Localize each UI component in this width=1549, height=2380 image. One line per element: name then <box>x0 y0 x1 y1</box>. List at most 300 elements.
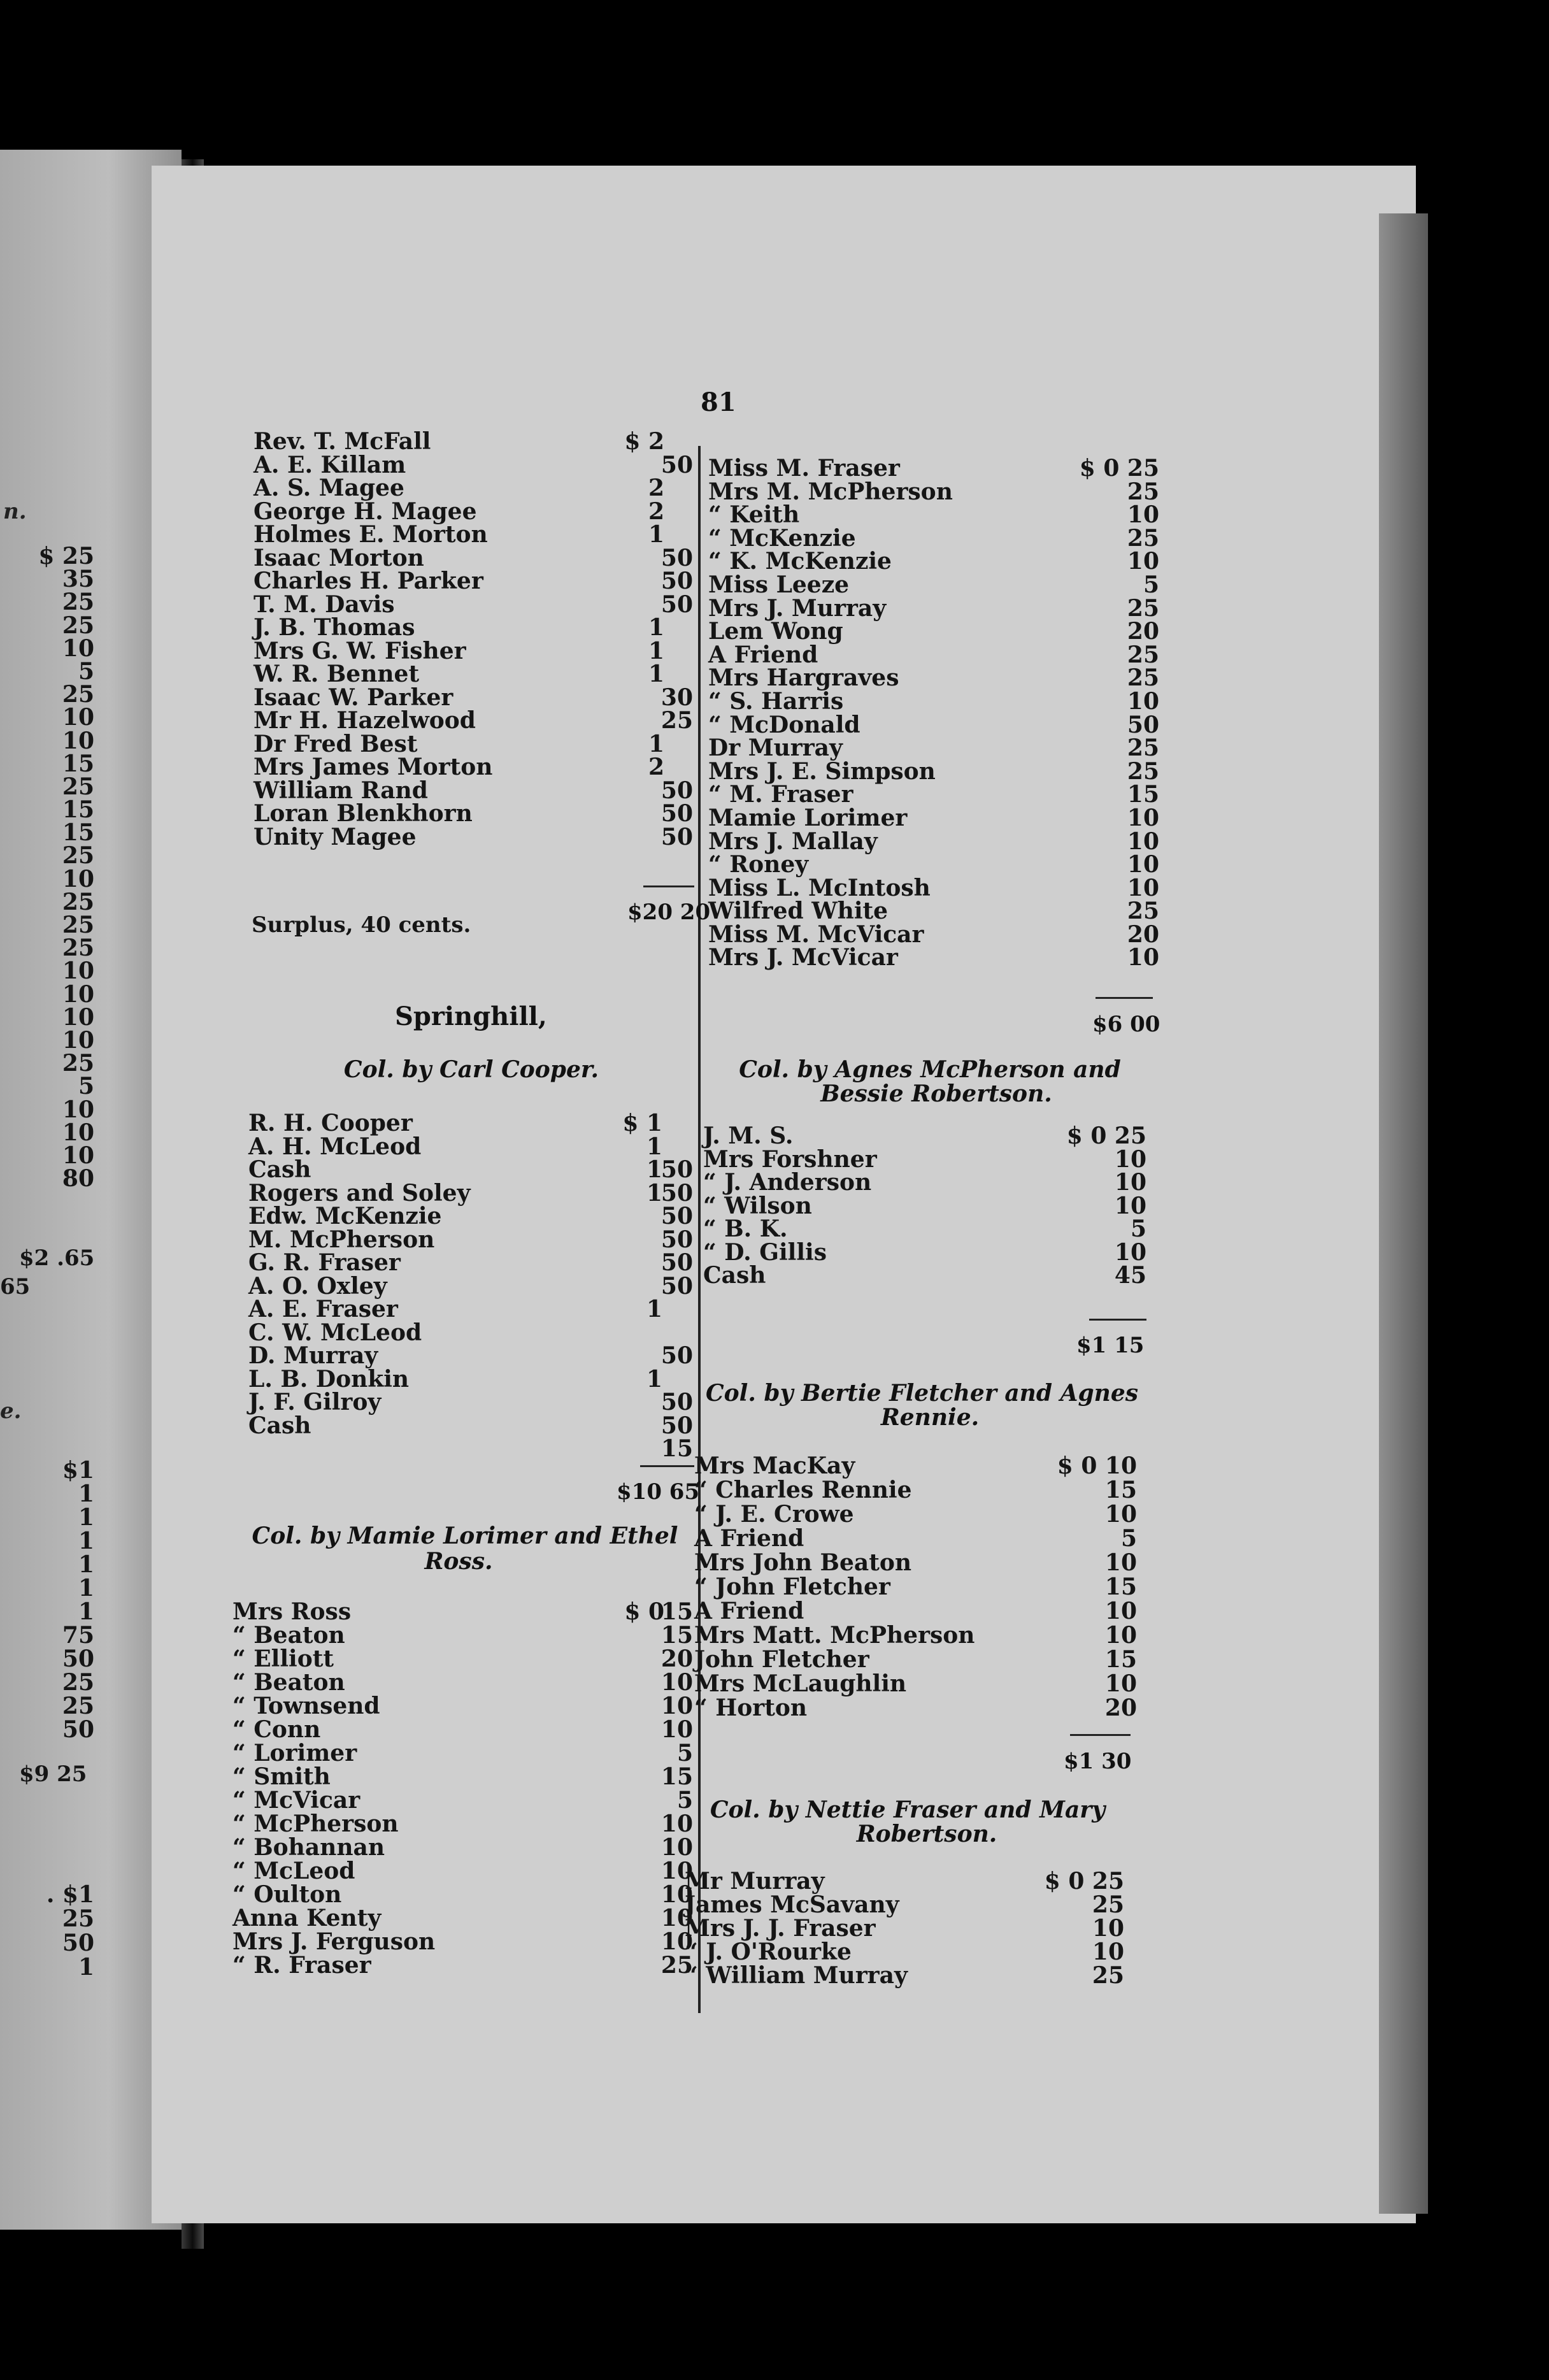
donor-name: “ McVicar <box>232 1787 360 1814</box>
donor-amount: 10 <box>1127 501 1159 529</box>
left-amount: 25 <box>62 612 94 639</box>
donor-cents: 50 <box>660 1226 693 1253</box>
donor-amount: 10 <box>1104 1670 1137 1697</box>
donor-name: Holmes E. Morton <box>253 521 488 548</box>
donor-name: Mrs John Beaton <box>694 1549 912 1576</box>
donor-name: “ Townsend <box>232 1693 380 1719</box>
donor-row <box>708 830 1159 854</box>
donor-name: Anna Kenty <box>232 1905 382 1932</box>
left-amount: 1 <box>78 1575 94 1602</box>
rule-bertie <box>1070 1734 1131 1736</box>
donor-name: Dr Fred Best <box>253 730 418 757</box>
donor-cents: 10 <box>660 1693 693 1719</box>
donor-row <box>703 1264 1146 1287</box>
donor-name: “ Lorimer <box>232 1740 357 1767</box>
left-amount: . $1 <box>46 1881 94 1908</box>
mamie-collector-line2: Ross. <box>424 1548 493 1575</box>
donor-row <box>232 1718 693 1742</box>
rule-col1 <box>643 885 694 887</box>
donor-row <box>708 480 1159 504</box>
donor-row <box>232 1742 693 1765</box>
donor-name: “ Conn <box>232 1716 321 1743</box>
donor-name: A. H. McLeod <box>248 1133 422 1160</box>
donor-name: Mrs McLaughlin <box>694 1670 907 1697</box>
donor-dollars: 1 <box>648 730 664 757</box>
donor-cents: 25 <box>660 1952 693 1979</box>
bertie-collector-line2: Rennie. <box>880 1404 980 1431</box>
donor-amount: $ 0 25 <box>1066 1122 1146 1149</box>
donor-row <box>708 806 1159 830</box>
donor-row <box>694 1551 1137 1575</box>
donor-row <box>253 430 693 454</box>
donor-row <box>708 620 1159 643</box>
left-amount-row <box>0 1907 96 1931</box>
donor-name: Rev. T. McFall <box>253 428 431 455</box>
donor-name: D. Murray <box>248 1342 378 1369</box>
donor-row <box>248 1251 693 1275</box>
donor-cents: 50 <box>660 1412 693 1439</box>
left-amount-row <box>0 706 96 729</box>
donor-amount: 5 <box>1143 571 1159 598</box>
donor-list-col1 <box>253 430 693 849</box>
donor-row <box>232 1600 693 1624</box>
donor-row <box>253 823 693 850</box>
left-amount: 75 <box>62 1622 94 1649</box>
donor-row <box>232 1883 693 1907</box>
left-amount: 10 <box>62 865 94 892</box>
left-amount-row <box>0 1530 96 1553</box>
left-total-a: $2 .65 <box>19 1245 95 1271</box>
left-amount: 1 <box>78 1598 94 1625</box>
left-amount: 10 <box>62 727 94 754</box>
donor-row <box>685 1964 1124 1988</box>
nettie-list <box>685 1870 1124 1988</box>
left-amount-row <box>0 1482 96 1506</box>
left-amount: 1 <box>78 1551 94 1578</box>
donor-name: “ Smith <box>232 1763 331 1790</box>
donor-cents: 50 <box>660 591 693 618</box>
left-amount: 80 <box>62 1165 94 1193</box>
donor-dollars: 1 <box>648 637 664 664</box>
donor-name: Mrs J. Ferguson <box>232 1928 436 1955</box>
left-amount: 1 <box>78 1504 94 1531</box>
rule-springhill <box>640 1465 694 1467</box>
donor-cents: 15 <box>660 1435 693 1462</box>
donor-name: Edw. McKenzie <box>248 1203 442 1229</box>
left-amount-row <box>0 752 96 775</box>
donor-cents: 10 <box>660 1858 693 1884</box>
left-amount-row <box>0 796 96 824</box>
left-amount-row <box>0 1647 96 1671</box>
donor-name: Mr H. Hazelwood <box>253 707 476 734</box>
donor-row <box>703 1124 1146 1148</box>
left-amount: 15 <box>62 796 94 824</box>
donor-name: Mrs M. McPherson <box>708 478 953 505</box>
left-amount-row <box>0 775 96 798</box>
donor-cents: 50 <box>660 544 693 571</box>
donor-cents: 10 <box>660 1881 693 1908</box>
donor-name: George H. Magee <box>253 498 477 525</box>
donor-name: Mrs J. J. Fraser <box>685 1915 876 1942</box>
donor-cents: 50 <box>660 451 693 478</box>
left-amount-row <box>0 1600 96 1624</box>
left-amount-row <box>0 634 96 662</box>
donor-dollars: 1 <box>646 1179 662 1207</box>
left-amount-row <box>0 1671 96 1695</box>
donor-cents: 15 <box>660 1598 693 1625</box>
donor-name: “ Keith <box>708 501 800 529</box>
donor-row <box>253 779 693 803</box>
left-amount-row <box>0 1931 96 1955</box>
donor-amount: 15 <box>1127 781 1159 808</box>
donor-amount: 10 <box>1104 1549 1137 1576</box>
page-number: 81 <box>701 387 736 417</box>
left-amount: 10 <box>62 704 94 731</box>
donor-name: Miss M. McVicar <box>708 921 924 948</box>
donor-cents: 10 <box>660 1928 693 1955</box>
donor-row <box>232 1695 693 1718</box>
donor-amount: 25 <box>1127 641 1159 668</box>
donor-row <box>248 1344 693 1368</box>
donor-cents: 10 <box>660 1669 693 1696</box>
donor-name: A Friend <box>708 641 818 668</box>
donor-cents: 10 <box>660 1834 693 1861</box>
donor-name: Dr Murray <box>708 735 843 762</box>
donor-amount: 10 <box>1127 828 1159 855</box>
bertie-collector-line1: Col. by Bertie Fletcher and Agnes <box>706 1380 1138 1407</box>
donor-row <box>248 1391 693 1414</box>
donor-name: Mrs G. W. Fisher <box>253 637 466 664</box>
donor-row <box>708 687 1159 715</box>
col1-total: $20 20 <box>627 900 711 925</box>
donor-amount: 15 <box>1104 1477 1137 1503</box>
donor-cents: 50 <box>660 800 693 827</box>
left-amount-row <box>0 957 96 985</box>
left-amount-row <box>0 1577 96 1600</box>
donor-cents: 15 <box>660 1763 693 1790</box>
donor-row <box>232 1671 693 1695</box>
donor-cents: 30 <box>660 684 693 711</box>
donor-name: Miss L. McIntosh <box>708 874 931 901</box>
left-amount-row <box>0 1003 96 1031</box>
left-amounts-c <box>0 1882 96 1979</box>
left-amount-row <box>0 935 96 962</box>
donor-amount: 10 <box>1104 1501 1137 1528</box>
donor-name: Lem Wong <box>708 618 843 645</box>
donor-name: Mrs Ross <box>232 1598 352 1625</box>
donor-name: A. E. Fraser <box>248 1296 398 1323</box>
left-amounts-b <box>0 1459 96 1742</box>
donor-row <box>232 1789 693 1812</box>
donor-name: “ Roney <box>708 851 809 878</box>
donor-name: Loran Blenkhorn <box>253 800 473 827</box>
donor-amount: 10 <box>1127 874 1159 901</box>
donor-row <box>694 1454 1137 1478</box>
donor-row <box>708 643 1159 667</box>
donor-amount: 25 <box>1127 757 1159 785</box>
left-amounts-a <box>0 543 96 1193</box>
donor-cents: 5 <box>676 1787 693 1814</box>
donor-name: A. S. Magee <box>253 475 404 501</box>
donor-dollars: $ 2 <box>624 428 664 455</box>
left-amount: 10 <box>62 1096 94 1123</box>
donor-name: “ J. O'Rourke <box>685 1939 852 1965</box>
donor-amount: 10 <box>1114 1192 1146 1219</box>
donor-name: “ William Murray <box>685 1962 908 1989</box>
donor-row <box>232 1836 693 1860</box>
left-amount: $1 <box>62 1457 94 1484</box>
donor-name: J. B. Thomas <box>253 614 415 641</box>
donor-name: Mrs Hargraves <box>708 664 899 692</box>
left-amount-row <box>0 1026 96 1054</box>
donor-row <box>253 570 693 593</box>
column-divider <box>698 446 701 2013</box>
donor-name: Miss M. Fraser <box>708 455 900 482</box>
donor-row <box>708 900 1159 923</box>
donor-amount: 25 <box>1127 524 1159 552</box>
donor-amount: 25 <box>1092 1891 1124 1918</box>
left-amount: 5 <box>78 1073 94 1100</box>
donor-name: “ J. E. Crowe <box>694 1501 854 1528</box>
left-amount: 10 <box>62 1119 94 1146</box>
left-heading-tail-2: e. <box>0 1398 22 1424</box>
left-amount-row <box>0 914 96 936</box>
donor-cents: 50 <box>660 1389 693 1416</box>
rule-col2 <box>1096 997 1153 999</box>
donor-name: C. W. McLeod <box>248 1319 422 1346</box>
donor-amount: 5 <box>1120 1525 1137 1552</box>
donor-cents: 10 <box>660 1716 693 1743</box>
donor-row <box>694 1623 1137 1647</box>
left-amount-row <box>0 589 96 616</box>
donor-row <box>232 1930 693 1954</box>
donor-name: J. M. S. <box>703 1122 794 1149</box>
donor-amount: 25 <box>1127 594 1159 622</box>
donor-cents: 50 <box>660 1179 693 1207</box>
donor-row <box>708 550 1159 573</box>
donor-name: “ Oulton <box>232 1881 342 1908</box>
left-amount-row <box>0 1553 96 1577</box>
donor-name: Mrs Forshner <box>703 1145 877 1173</box>
donor-name: Cash <box>703 1262 766 1289</box>
donor-row <box>253 451 693 478</box>
left-amount-row <box>0 1459 96 1482</box>
donor-name: W. R. Bennet <box>253 661 420 687</box>
donor-name: Isaac Morton <box>253 544 424 571</box>
donor-amount: 10 <box>1114 1145 1146 1173</box>
donor-row <box>708 573 1159 597</box>
donor-amount: 5 <box>1130 1215 1146 1242</box>
donor-row <box>708 503 1159 527</box>
donor-row <box>232 1954 693 1977</box>
donor-name: “ Beaton <box>232 1669 345 1696</box>
donor-name: J. F. Gilroy <box>248 1389 382 1416</box>
donor-amount: 10 <box>1127 851 1159 878</box>
donor-name: Unity Magee <box>253 823 417 850</box>
donor-name: “ McKenzie <box>708 524 856 552</box>
donor-row <box>703 1171 1146 1194</box>
donor-name: A. E. Killam <box>253 451 406 478</box>
donor-dollars: 1 <box>646 1156 662 1183</box>
left-amount-row <box>0 614 96 637</box>
agnes-collector-line1: Col. by Agnes McPherson and <box>739 1056 1121 1083</box>
donor-row <box>253 616 693 640</box>
left-amount: 25 <box>62 1905 94 1932</box>
donor-amount: 10 <box>1092 1915 1124 1942</box>
donor-name: Mrs Matt. McPherson <box>694 1622 975 1649</box>
left-amount: 10 <box>62 980 94 1008</box>
donor-cents: 50 <box>660 1272 693 1300</box>
left-amount-row <box>0 1098 96 1121</box>
donor-cents: 10 <box>660 1905 693 1932</box>
donor-dollars: 2 <box>648 754 664 780</box>
donor-cents: 50 <box>660 777 693 804</box>
donor-name: “ Charles Rennie <box>694 1477 912 1503</box>
left-amount-row <box>0 842 96 870</box>
donor-row <box>685 1940 1124 1964</box>
mamie-list <box>232 1600 693 1977</box>
left-amount-row <box>0 1624 96 1647</box>
left-amount: 10 <box>62 1142 94 1169</box>
left-amount: 50 <box>62 1930 94 1956</box>
left-amount-row <box>0 1121 96 1144</box>
donor-row <box>232 1647 693 1671</box>
donor-dollars: 1 <box>648 614 664 641</box>
donor-row <box>253 523 693 547</box>
left-amount-row <box>0 657 96 685</box>
donor-row <box>232 1765 693 1789</box>
donor-dollars: 1 <box>646 1296 662 1323</box>
left-amount: 35 <box>62 566 94 593</box>
donor-name: Isaac W. Parker <box>253 684 453 711</box>
donor-name: “ Beaton <box>232 1622 345 1649</box>
donor-row <box>694 1478 1137 1502</box>
donor-name: Wilfred White <box>708 898 889 925</box>
donor-name: L. B. Donkin <box>248 1365 410 1393</box>
donor-name: A Friend <box>694 1525 804 1552</box>
left-amount: 25 <box>62 681 94 708</box>
donor-row <box>703 1145 1146 1173</box>
left-heading-tail: n. <box>3 499 27 524</box>
donor-amount: $ 0 25 <box>1044 1868 1124 1895</box>
donor-dollars: 1 <box>646 1133 662 1160</box>
donor-name: “ S. Harris <box>708 687 844 715</box>
donor-row <box>253 802 693 826</box>
springhill-total: $10 65 <box>617 1479 700 1505</box>
donor-name: T. M. Davis <box>253 591 395 618</box>
donor-row <box>708 946 1159 970</box>
donor-row <box>248 1365 693 1393</box>
donor-name: “ McLeod <box>232 1858 355 1884</box>
rule-agnes <box>1089 1319 1146 1321</box>
donor-amount: 10 <box>1127 548 1159 575</box>
donor-row <box>708 757 1159 785</box>
donor-name: “ B. K. <box>703 1215 788 1242</box>
donor-row <box>708 594 1159 622</box>
left-amount-row <box>0 1165 96 1193</box>
donor-amount: 25 <box>1092 1962 1124 1989</box>
donor-amount: 50 <box>1127 711 1159 738</box>
donor-amount: 25 <box>1127 898 1159 925</box>
donor-cents: 50 <box>660 1249 693 1276</box>
donor-amount: 10 <box>1114 1169 1146 1196</box>
left-amount-row <box>0 683 96 706</box>
agnes-total: $1 15 <box>1076 1333 1145 1358</box>
donor-name: “ Wilson <box>703 1192 812 1219</box>
donor-dollars: 1 <box>648 521 664 548</box>
left-amount-row <box>0 1882 96 1907</box>
donor-row <box>708 783 1159 806</box>
left-total-b: $9 25 <box>19 1761 87 1787</box>
donor-row <box>253 686 693 710</box>
donor-row <box>685 1893 1124 1917</box>
donor-dollars: 1 <box>646 1365 662 1393</box>
donor-name: “ M. Fraser <box>708 781 853 808</box>
donor-row <box>248 1272 693 1300</box>
donor-row <box>248 1158 693 1182</box>
donor-row <box>232 1860 693 1883</box>
left-amount-row <box>0 1506 96 1530</box>
mamie-collector-line1: Col. by Mamie Lorimer and Ethel <box>252 1523 678 1549</box>
nettie-collector-line1: Col. by Nettie Fraser and Mary <box>710 1796 1106 1823</box>
left-amount: 25 <box>62 935 94 962</box>
left-side-number: 65 <box>0 1274 31 1300</box>
donor-amount: 25 <box>1127 478 1159 505</box>
donor-row <box>694 1526 1137 1551</box>
donor-name: “ D. Gillis <box>703 1238 827 1266</box>
left-amount: 15 <box>62 819 94 847</box>
donor-row <box>248 1179 693 1207</box>
left-amount-row <box>0 1718 96 1742</box>
donor-name: “ Horton <box>694 1695 808 1721</box>
donor-row <box>253 544 693 571</box>
donor-list-col2 <box>708 457 1159 970</box>
donor-name: Rogers and Soley <box>248 1179 471 1207</box>
left-amount: 10 <box>62 634 94 662</box>
left-amount-row <box>0 1695 96 1718</box>
left-amount-row <box>0 980 96 1008</box>
donor-name: Mrs J. E. Simpson <box>708 757 936 785</box>
donor-name: A Friend <box>694 1598 804 1624</box>
donor-row <box>253 637 693 664</box>
donor-row <box>248 1112 693 1135</box>
left-amount: 50 <box>62 1716 94 1743</box>
left-amount: $ 25 <box>38 543 94 570</box>
donor-name: M. McPherson <box>248 1226 435 1253</box>
left-amount: 1 <box>78 1528 94 1554</box>
donor-name: Charles H. Parker <box>253 568 483 594</box>
left-amount: 25 <box>62 773 94 800</box>
left-amount: 10 <box>62 1026 94 1054</box>
bertie-list <box>694 1454 1137 1720</box>
donor-amount: 20 <box>1104 1695 1137 1721</box>
donor-row <box>248 1205 693 1228</box>
left-amount: 15 <box>62 750 94 777</box>
left-amount: 25 <box>62 842 94 870</box>
donor-dollars: $ 1 <box>622 1110 662 1136</box>
donor-cents: 50 <box>660 568 693 594</box>
donor-name: “ John Fletcher <box>694 1574 890 1600</box>
donor-name: G. R. Fraser <box>248 1249 401 1276</box>
donor-row <box>232 1624 693 1647</box>
donor-name: Mr Murray <box>685 1868 825 1895</box>
donor-row <box>708 666 1159 690</box>
left-amount: 1 <box>78 1954 94 1981</box>
donor-name: Mamie Lorimer <box>708 804 908 831</box>
donor-amount: 25 <box>1127 664 1159 692</box>
donor-amount: 10 <box>1114 1238 1146 1266</box>
donor-row <box>694 1599 1137 1623</box>
